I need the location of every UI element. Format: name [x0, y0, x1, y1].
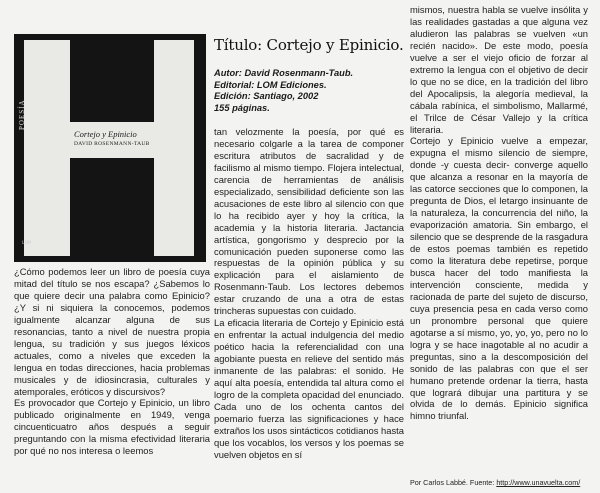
column-middle	[214, 126, 404, 461]
paragraph: tan velozmente la poesía, por qué es necesario colgarle a la tarea de componer escritura atributos de sacralidad y de facilismo al mismo tiempo. Flojera intelectual, carencia de herramientas de análisis especializado, sensibilidad deficiente son las acusaciones de este libro al silencio con que lo ha recibido ayer y hoy la crítica, la academia y la historia literaria. Jactancia artística, gongorismo y desprecio por la comunicación pueden suponerse como las respuestas de la opinión pública y su explicación para el aislamiento de Rosenmann-Taub. Los lectores debemos estar cruzando de una a otra de estas trincheras supuestas con cuidado.	[214, 126, 404, 317]
paragraph: La eficacia literaria de Cortejo y Epinicio está en enfrentar la actual indulgencia del medio poético hacia la referencialidad con una agobiante puesta en relieve del sentido más inmanente de las palabras: el sonido. He aquí alta poesía, entendida tal altura como el logro de la completa opacidad del enunciado. Cada uno de los ochenta cantos del poemario fuerza las significaciones y hace extraños los usos sintácticos cotidianos hasta que los vocablos, los versos y los poemas se vuelven objetos en sí	[214, 317, 404, 460]
cover-publisher-mark: LOM	[22, 240, 32, 246]
paragraph: Es provocador que Cortejo y Epinicio, un libro publicado originalmente en 1949, venga cincuenticuatro años después a seguir preguntando con la misma efectividad literaria por qué no nos interesa o leemos	[14, 397, 210, 457]
paragraph: mismos, nuestra habla se vuelve insólita y las realidades gastadas a que alguna vez aludieron las palabras se vuelven «un recién nacido». De este modo, poesía vuelve a ser el viejo oficio de forzar al extremo la lengua con el objetivo de decir lo que no se dice, en la tradición del libro del Apocalipsis, la alegoría medieval, la cábala rabínica, el simbolismo, Mallarmé, el Trilce de César Vallejo y la crítica literaria.	[410, 4, 588, 135]
column-right	[410, 4, 588, 422]
meta-author: Autor: David Rosenmann-Taub.	[214, 68, 354, 78]
article-title: Título: Cortejo y Epinicio.	[214, 36, 404, 54]
cover-author: DAVID ROSENMANN-TAUB	[74, 141, 150, 147]
book-metadata	[214, 68, 404, 114]
meta-publisher: Editorial: LOM Ediciones.	[214, 79, 327, 90]
paragraph: ¿Cómo podemos leer un libro de poesía cuya mitad del título se nos escapa? ¿Sabemos lo que quiere decir una palabra como Epinicio? ¿Y si ni siquiera la conocemos, podemos igualmente alcanzar alguna de sus resonancias, tanto a nivel de nuestra propia lengua, su tradición y sus juegos léxicos actuales, como a niveles que exceden la lengua en todas direcciones, hacia problemas musicales y de idiosincrasia, culturales y atemporales, eróticos y discursivos?	[14, 266, 210, 397]
source-link[interactable]: http://www.unavuelta.com/	[496, 478, 581, 487]
cover-spine-text: POESÍA	[18, 99, 26, 130]
credit-prefix: Por Carlos Labbé. Fuente:	[410, 478, 495, 487]
cover-letter-h-graphic	[14, 34, 206, 262]
book-cover-image	[14, 34, 206, 262]
article-credit	[410, 478, 596, 487]
paragraph: Cortejo y Epinicio vuelve a empezar, expugna el mismo silencio de siempre, donde -y cuesta decir- converge aquello que alcanza a resonar en la mayoría de las catorce secciones que lo componen, la pregunta de Dios, el letargo insinuante de la naturaleza, la concurrencia del niño, la evaporización amatoria. Sin embargo, el silencio que se desprende de la rasgadura de estos poemas también es repetido como la literatura debe repetirse, porque busca hacer del todo manifiesta la intervención consciente, medida y racionada de parte del sujeto de discurso, cuya presencia pesa en cada verso como un pronombre personal que quiere agotarse a sí mismo, yo, yo, yo, pero no lo logra y se hace inagotable al no acudir a preguntas, sino a la descomposición del sonido de las palabras con que el ser humano pretende ordenar la tierra, hasta que logrará dibujar una partitura y se olvida de lo demás. Epinicio significa himno triunfal.	[410, 135, 588, 422]
meta-edition: Edición: Santiago, 2002	[214, 91, 319, 102]
meta-pages: 155 páginas.	[214, 102, 270, 113]
column-left	[14, 266, 210, 457]
cover-title: Cortejo y Epinicio	[74, 129, 137, 139]
